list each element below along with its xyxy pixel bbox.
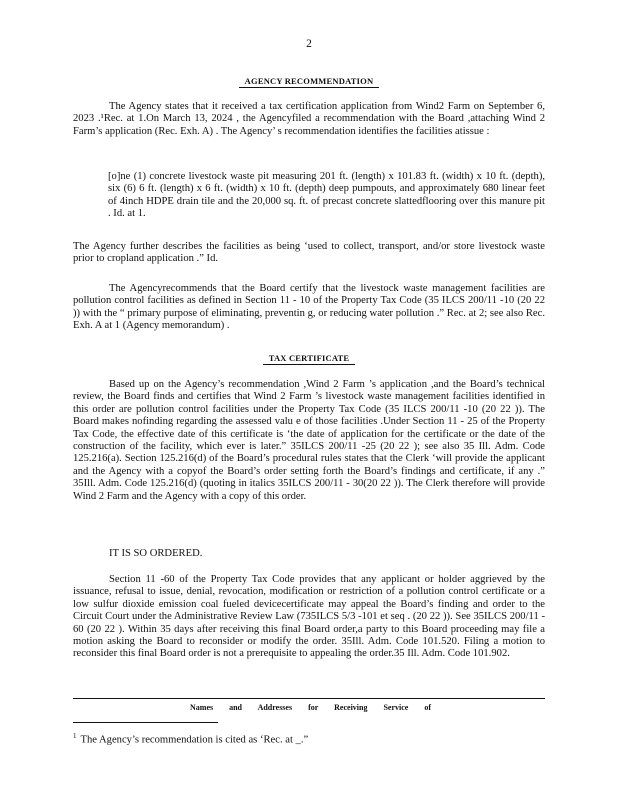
page-number: 2 <box>306 38 312 50</box>
heading-agency-recommendation: AGENCY RECOMMENDATION <box>0 76 618 86</box>
footnote <box>73 732 308 746</box>
service-divider-line <box>73 698 545 699</box>
paragraph-appeal-rights: Section 11 -60 of the Property Tax Code provides that any applicant or holder aggrieved by the issuance, refusal to issue, denial, revocation, modification or restriction of a pollution control certificate or a low sulfur dioxide emission coal fueled devicecertificate may appeal the Board’s finding and order to the Circuit Court under the Administrative Review Law (735ILCS 5/3 -101 et seq . (20 22 )). See 35ILCS 200/11 - 60 (20 22 ). Within 35 days after receiving this final Board order,a party to this Board proceeding may file a motion asking the Board to reconsider or modify the order. 35Ill. Adm. Code 101.520. Filing a motion to reconsider this final Board order is not a prerequisite to appealing the order.35 Ill. Adm. Code 101.902. <box>73 574 545 660</box>
paragraph-agency-describes: The Agency further describes the facilities as being ‘used to collect, transport, and/or store livestock waste prior to cropland application .” Id. <box>73 241 545 265</box>
paragraph-agency-recommends: The Agencyrecommends that the Board certify that the livestock waste management facilities are pollution control facilities as defined in Section 11 - 10 of the Property Tax Code (35 ILCS 200/11 -10 (20 22 )) with the “ primary purpose of eliminating, preventin g, or reducing water pollution .” Rec. at 2; see also Rec. Exh. A at 1 (Agency memorandum) . <box>73 283 545 332</box>
paragraph-agency-states: The Agency states that it received a tax certification application from Wind2 Farm on September 6, 2023 .¹Rec. at 1.On March 13, 2024 , the Agencyfiled a recommendation with the Board ,attaching Wind 2 Farm’s application (Rec. Exh. A) . The Agency’ s recommendation identifies the facilities atissue : <box>73 101 545 137</box>
footnote-divider-line <box>73 722 218 723</box>
so-ordered-line: IT IS SO ORDERED. <box>109 548 203 559</box>
footnote-mark: 1 <box>73 732 77 740</box>
paragraph-board-findings: Based up on the Agency’s recommendation ,Wind 2 Farm ’s application ,and the Board’s technical review, the Board finds and certifies that Wind 2 Farm ’s livestock waste management facilities identified in this order are pollution control facilities under the Property Tax Code (35 ILCS 200/11 -10 (20 22 )). The Board makes nofinding regarding the assessed valu e of those facilities .Under Section 11 - 25 of the Property Tax Code, the effective date of this certificate is ‘the date of application for the certificate or the date of the construction of the facility, which ever is later.” 35ILCS 200/11 -25 (20 22 ); see also 35 Ill. Adm. Code 125.216(a). Section 125.216(d) of the Board’s procedural rules states that the Clerk ‘will provide the applicant and the Agency with a copyof the Board’s order setting forth the Board’s findings and certificate, if any .” 35Ill. Adm. Code 125.216(d) (quoting in italics 35ILCS 200/11 - 30(20 22 )). The Clerk therefore will provide Wind 2 Farm and the Agency with a copy of this order. <box>73 379 545 502</box>
heading-tax-certificate: TAX CERTIFICATE <box>0 353 618 363</box>
footnote-text: The Agency’s recommendation is cited as ‘Rec. at _.” <box>80 734 309 746</box>
service-list-heading: Names and Addresses for Receiving Service of <box>190 703 432 712</box>
quoted-facilities-description: [o]ne (1) concrete livestock waste pit measuring 201 ft. (length) x 101.83 ft. (width) x 10 ft. (depth), six (6) 6 ft. (length) x 6 ft. (width) x 10 ft. (depth) deep pumpouts, and approximately 680 linear feet of 4inch HDPE drain tile and the 20,000 sq. ft. of precast concrete slattedflooring over this manure pit . Id. at 1. <box>108 171 545 220</box>
